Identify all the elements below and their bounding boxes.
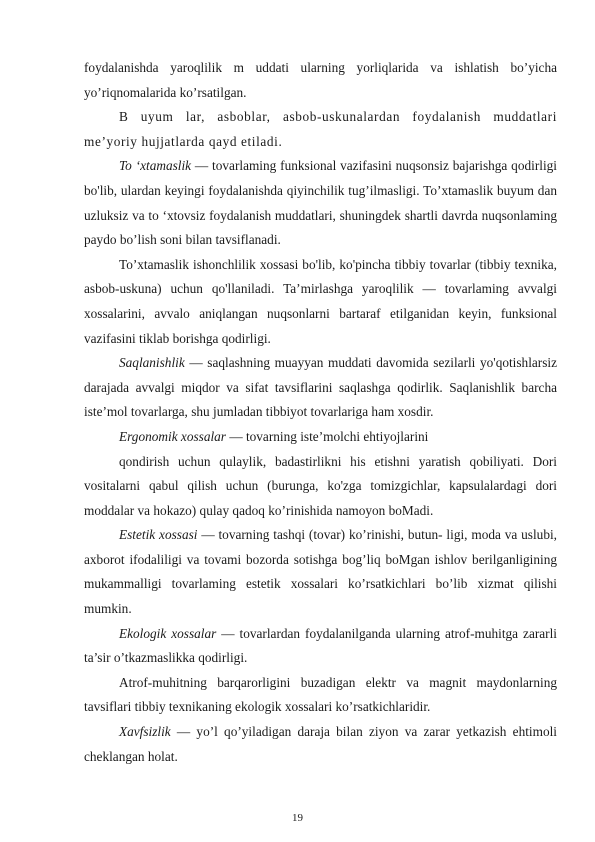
paragraph-3-term: To ‘xtamaslik xyxy=(119,158,192,174)
paragraph-4-text: To’xtamaslik ishonchlilik xossasi bo'lib, ko'pincha tibbiy tovarlar (tibbiy texnika, asbob-uskuna) uchun qo'llaniladi. Ta’mirlashga yaroqlilik — tovarlaming avvalgi xossalarini, avvalo aniqlangan nuqsonlarni bartaraf etilganidan keyin, funksional vazifasini tiklab borishga qodirligi. xyxy=(84,256,557,346)
paragraph-9 xyxy=(84,622,557,671)
paragraph-11-text: — yo’l qo’yiladigan daraja bilan ziyon va zarar yetkazish ehtimoli cheklangan holat. xyxy=(84,724,557,764)
paragraph-2 xyxy=(84,105,557,154)
paragraph-4 xyxy=(84,253,557,351)
paragraph-9-text: — tovarlardan foydalanilganda ularning atrof-muhitga zararli ta’sir o’tkazmaslikka qodirligi. xyxy=(84,625,557,666)
paragraph-5-term: Saqlanishlik xyxy=(119,355,185,371)
paragraph-3 xyxy=(84,154,557,252)
paragraph-6-text: — tovarning iste’molchi ehtiyojlarini xyxy=(226,428,429,444)
paragraph-11 xyxy=(84,720,557,769)
page-number: 19 xyxy=(292,812,303,824)
document-body xyxy=(84,56,557,769)
paragraph-10-text: Atrof-muhitning barqarorligini buzadigan elektr va magnit maydonlarning tavsiflari tibbiy texnikaning ekologik xossalari ko’rsatkichlaridir. xyxy=(84,674,557,715)
paragraph-7 xyxy=(84,450,557,524)
paragraph-7-text: qondirish uchun qulaylik, badastirlikni his etishni yaratish qobiliyati. Dori vositalarni qabul qilish uchun (burunga, ko'zga tomizgichlar, kapsulalardagi dori moddalar va hokazo) qulay qadoq ko’rinishida namoyon boMadi. xyxy=(84,453,557,518)
paragraph-3-text: — tovarlaming funksional vazifasini nuqsonsiz bajarishga qodirligi bo'lib, ulardan keyingi foydalanishda qiyinchilik tug’ilmasligi. To’xtamaslik buyum dan uzluksiz va to ‘xtovsiz foydalanish muddatlari, shuningdek shartli davrda nuqsonlaming paydo bo’lish soni bilan tavsiflanadi. xyxy=(84,158,557,248)
paragraph-8 xyxy=(84,523,557,621)
paragraph-8-term: Estetik xossasi xyxy=(119,527,198,543)
paragraph-10 xyxy=(84,671,557,720)
paragraph-6-term: Ergonomik xossalar xyxy=(119,428,226,444)
paragraph-8-text: — tovarning tashqi (tovar) ko’rinishi, butun- ligi, moda va uslubi, axborot ifodaliligi va tovami bozorda sotishga bog’liq boMgan ishlov berilganligining mukammalligi tovarlaming estetik xossalari ko’rsatkichlari bo’lib xizmat qilishi mumkin. xyxy=(84,527,557,617)
paragraph-5 xyxy=(84,351,557,425)
paragraph-11-term: Xavfsizlik xyxy=(119,724,171,740)
paragraph-5-text: — saqlashning muayyan muddati davomida sezilarli yo'qotishlarsiz darajada avvalgi miqdor va sifat tavsiflarini saqlashga qodirlik. Saqlanishlik barcha iste’mol tovarlarga, shu jumladan tibbiyot tovarlariga ham xosdir. xyxy=(84,355,557,420)
paragraph-6 xyxy=(84,425,557,450)
paragraph-2-text: B uyum lar, asboblar, asbob-uskunalardan foydalanish muddatlari me’yoriy hujjatlarda qayd etiladi. xyxy=(84,109,557,149)
paragraph-9-term: Ekologik xossalar xyxy=(119,625,217,641)
paragraph-1 xyxy=(84,56,557,105)
paragraph-1-text: foydalanishda yaroqlilik m uddati ularning yorliqlarida va ishlatish bo’yicha yo’riqnomalarida ko’rsatilgan. xyxy=(84,60,557,100)
